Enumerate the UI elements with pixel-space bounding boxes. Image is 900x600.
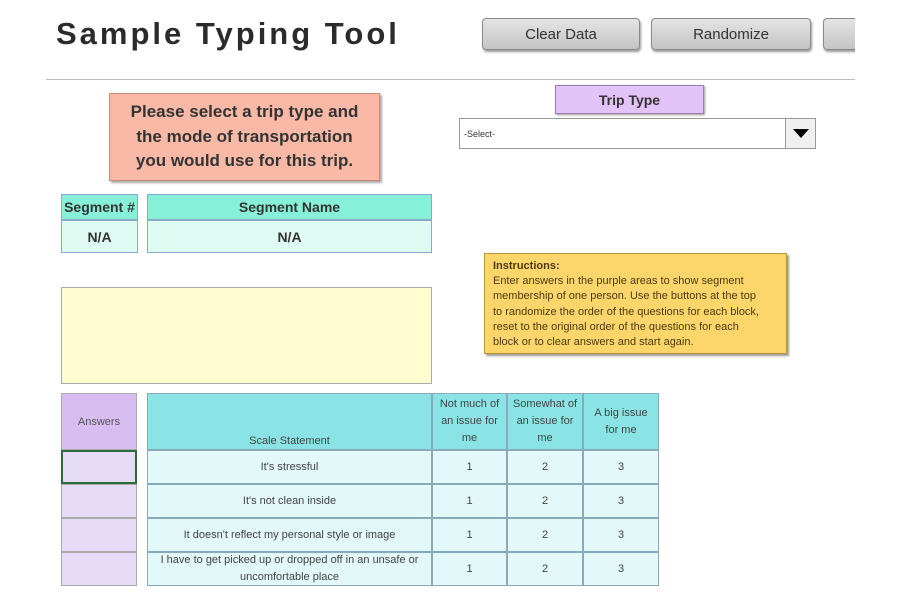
trip-type-select[interactable]: -Select-: [459, 118, 816, 149]
scale-value: 3: [583, 518, 659, 552]
instructions-line: Enter answers in the purple areas to show segment: [493, 275, 744, 288]
segment-number-value: N/A: [61, 220, 138, 253]
trip-type-label: Trip Type: [555, 85, 704, 114]
scale-statement-header: Scale Statement: [147, 393, 432, 450]
scale-value: 2: [507, 552, 583, 586]
scale-value: 2: [507, 450, 583, 484]
instructions-line: to randomize the order of the questions for each block,: [493, 305, 759, 318]
scale-value: 1: [432, 450, 507, 484]
column-header-big-issue: A big issue for me: [583, 393, 659, 450]
answer-input[interactable]: [61, 450, 137, 484]
segment-number-header: Segment #: [61, 194, 138, 220]
scale-value: 3: [583, 552, 659, 586]
scale-statement: It's not clean inside: [147, 484, 432, 518]
prompt-line: Please select a trip type and: [130, 102, 359, 121]
clear-data-button[interactable]: Clear Data: [482, 18, 640, 50]
scale-value: 1: [432, 552, 507, 586]
scale-value: 2: [507, 518, 583, 552]
segment-description-box: [61, 287, 432, 384]
scale-statement: It doesn't reflect my personal style or image: [147, 518, 432, 552]
scale-value: 3: [583, 484, 659, 518]
answers-header: Answers: [61, 393, 137, 450]
instructions-box: [484, 253, 787, 354]
randomize-button[interactable]: Randomize: [651, 18, 811, 50]
divider: [46, 79, 855, 80]
instructions-title: Instructions:: [493, 260, 560, 272]
column-header-somewhat: Somewhat of an issue for me: [507, 393, 583, 450]
scale-value: 2: [507, 484, 583, 518]
scale-value: 1: [432, 518, 507, 552]
prompt-line: you would use for this trip.: [135, 151, 354, 170]
scale-value: 3: [583, 450, 659, 484]
column-header-not-much: Not much of an issue for me: [432, 393, 507, 450]
instructions-line: block or to clear answers and start again.: [493, 336, 694, 349]
instructions-line: membership of one person. Use the buttons at the top: [493, 290, 756, 303]
answer-input[interactable]: [61, 484, 137, 518]
trip-prompt: [109, 93, 380, 181]
dropdown-button[interactable]: [785, 118, 816, 149]
answer-input[interactable]: [61, 552, 137, 586]
segment-name-value: N/A: [147, 220, 432, 253]
segment-name-header: Segment Name: [147, 194, 432, 220]
instructions-line: reset to the original order of the questions for each: [493, 320, 739, 333]
scale-statement: It's stressful: [147, 450, 432, 484]
page-title: Sample Typing Tool: [56, 16, 400, 51]
chevron-down-icon: [793, 129, 809, 138]
prompt-line: the mode of transportation: [136, 126, 353, 146]
scale-statement: I have to get picked up or dropped off in an unsafe or uncomfortable place: [147, 552, 432, 586]
answer-input[interactable]: [61, 518, 137, 552]
scale-value: 1: [432, 484, 507, 518]
